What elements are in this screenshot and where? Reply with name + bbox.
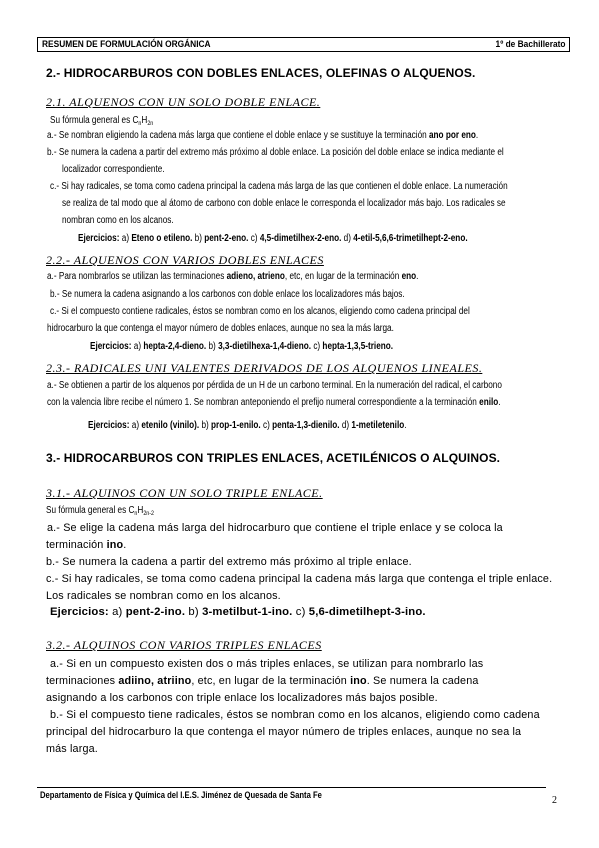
- rule-2-1-c-line3: nombran como en los alcanos.: [62, 215, 174, 226]
- rule-3-1-b: b.- Se numera la cadena a partir del extremo más próximo al triple enlace.: [46, 556, 412, 568]
- rule-2-1-a: a.- Se nombran eligiendo la cadena más larga que contiene el doble enlace y se sustituye la terminación ano por eno.: [47, 130, 479, 141]
- section-2-1-heading: 2.1. ALQUENOS CON UN SOLO DOBLE ENLACE.: [46, 95, 321, 109]
- exercises-2-2: Ejercicios: a) hepta-2,4-dieno. b) 3,3-dietilhexa-1,4-dieno. c) hepta-1,3,5-trieno.: [90, 341, 394, 352]
- exercises-3-1: Ejercicios: a) pent-2-ino. b) 3-metilbut-1-ino. c) 5,6-dimetilhept-3-ino.: [50, 606, 426, 618]
- rule-2-3-a-line2: con la valencia libre recibe el número 1. Se nombran anteponiendo el prefijo numeral correspondiente a la terminación enilo.: [47, 397, 501, 408]
- rule-3-2-b-line1: b.- Si el compuesto tiene radicales, éstos se nombran como en los alcanos, eligiendo como cadena: [50, 709, 540, 721]
- section-3-heading: 3.- HIDROCARBUROS CON TRIPLES ENLACES, ACETILÉNICOS O ALQUINOS.: [46, 451, 501, 465]
- rule-3-2-a-line1: a.- Si en un compuesto existen dos o más triples enlaces, se utilizan para nombrarlo las: [50, 658, 484, 670]
- footer-rule: [37, 787, 546, 788]
- rule-2-1-c-line2: se realiza de tal modo que al átomo de carbono con doble enlace le corresponda el localizador más bajo. Los radicales se: [62, 198, 506, 209]
- rule-2-1-c-line1: c.- Si hay radicales, se toma como cadena principal la cadena más larga de las que contienen el doble enlace. La numeración: [50, 181, 508, 192]
- section-3-2-heading: 3.2.- ALQUINOS CON VARIOS TRIPLES ENLACES: [46, 638, 322, 652]
- rule-3-1-a-line1: a.- Se elige la cadena más larga del hidrocarburo que contiene el triple enlace y se coloca la: [47, 522, 503, 534]
- section-3-1-heading: 3.1.- ALQUINOS CON UN SOLO TRIPLE ENLACE.: [46, 486, 323, 500]
- section-2-2-heading: 2.2.- ALQUENOS CON VARIOS DOBLES ENLACES: [46, 253, 324, 267]
- section-3-1-formula: Su fórmula general es $C_nH_{2n-2}$: [46, 505, 155, 517]
- rule-2-2-b: b.- Se numera la cadena asignando a los carbonos con doble enlace los localizadores más bajos.: [50, 289, 405, 300]
- rule-2-1-b-line2: localizador correspondiente.: [62, 164, 165, 175]
- rule-2-2-c-line1: c.- Si el compuesto contiene radicales, éstos se nombran como en los alcanos, eligiendo como cadena principal del: [50, 306, 470, 317]
- section-2-3-heading: 2.3.- RADICALES UNI VALENTES DERIVADOS DE LOS ALQUENOS LINEALES.: [46, 361, 483, 375]
- header-course: 1º de Bachillerato: [495, 39, 565, 50]
- page-header: [37, 37, 570, 52]
- rule-3-2-b-line2: principal del hidrocarburo la que contenga el mayor número de triples enlaces, aunque no sea la: [46, 726, 522, 738]
- exercises-2-1: Ejercicios: a) Eteno o etileno. b) pent-2-eno. c) 4,5-dimetilhex-2-eno. d) 4-etil-5,6,6-trimetilhept-2-eno.: [78, 233, 468, 244]
- footer-department: Departamento de Física y Química del I.E.S. Jiménez de Quesada de Santa Fe: [40, 790, 322, 800]
- rule-3-2-a-line3: asignando a los carbonos con triple enlace los localizadores más bajos posible.: [46, 692, 438, 704]
- rule-3-1-a-line2: terminación ino.: [46, 539, 127, 551]
- rule-2-1-b-line1: b.- Se numera la cadena a partir del extremo más próximo al doble enlace. La posición del doble enlace se indica mediante el: [47, 147, 504, 158]
- exercises-2-3: Ejercicios: a) etenilo (vinilo). b) prop-1-enilo. c) penta-1,3-dienilo. d) 1-metiletenilo.: [88, 420, 407, 431]
- rule-3-1-c-line2: Los radicales se nombran como en los alcanos.: [46, 590, 281, 602]
- rule-3-2-b-line3: más larga.: [46, 743, 98, 755]
- rule-3-2-a-line2: terminaciones adiino, atriino, etc, en lugar de la terminación ino. Se numera la cadena: [46, 675, 479, 687]
- rule-2-2-c-line2: hidrocarburo la que contenga el mayor número de dobles enlaces, aunque no sea la más larga.: [47, 323, 394, 334]
- rule-3-1-c-line1: c.- Si hay radicales, se toma como cadena principal la cadena más larga que contenga el triple enlace.: [46, 573, 553, 585]
- header-title: RESUMEN DE FORMULACIÓN ORGÁNICA: [42, 39, 211, 50]
- rule-2-2-a: a.- Para nombrarlos se utilizan las terminaciones adieno, atrieno, etc, en lugar de la terminación eno.: [47, 271, 419, 282]
- section-2-1-formula: Su fórmula general es $C_nH_{2n}$: [50, 115, 154, 127]
- rule-2-3-a-line1: a.- Se obtienen a partir de los alquenos por pérdida de un H de un carbono terminal. En la numeración del radical, el carbono: [47, 380, 502, 391]
- section-2-heading: 2.- HIDROCARBUROS CON DOBLES ENLACES, OLEFINAS O ALQUENOS.: [46, 66, 476, 80]
- page-number: 2: [552, 795, 557, 806]
